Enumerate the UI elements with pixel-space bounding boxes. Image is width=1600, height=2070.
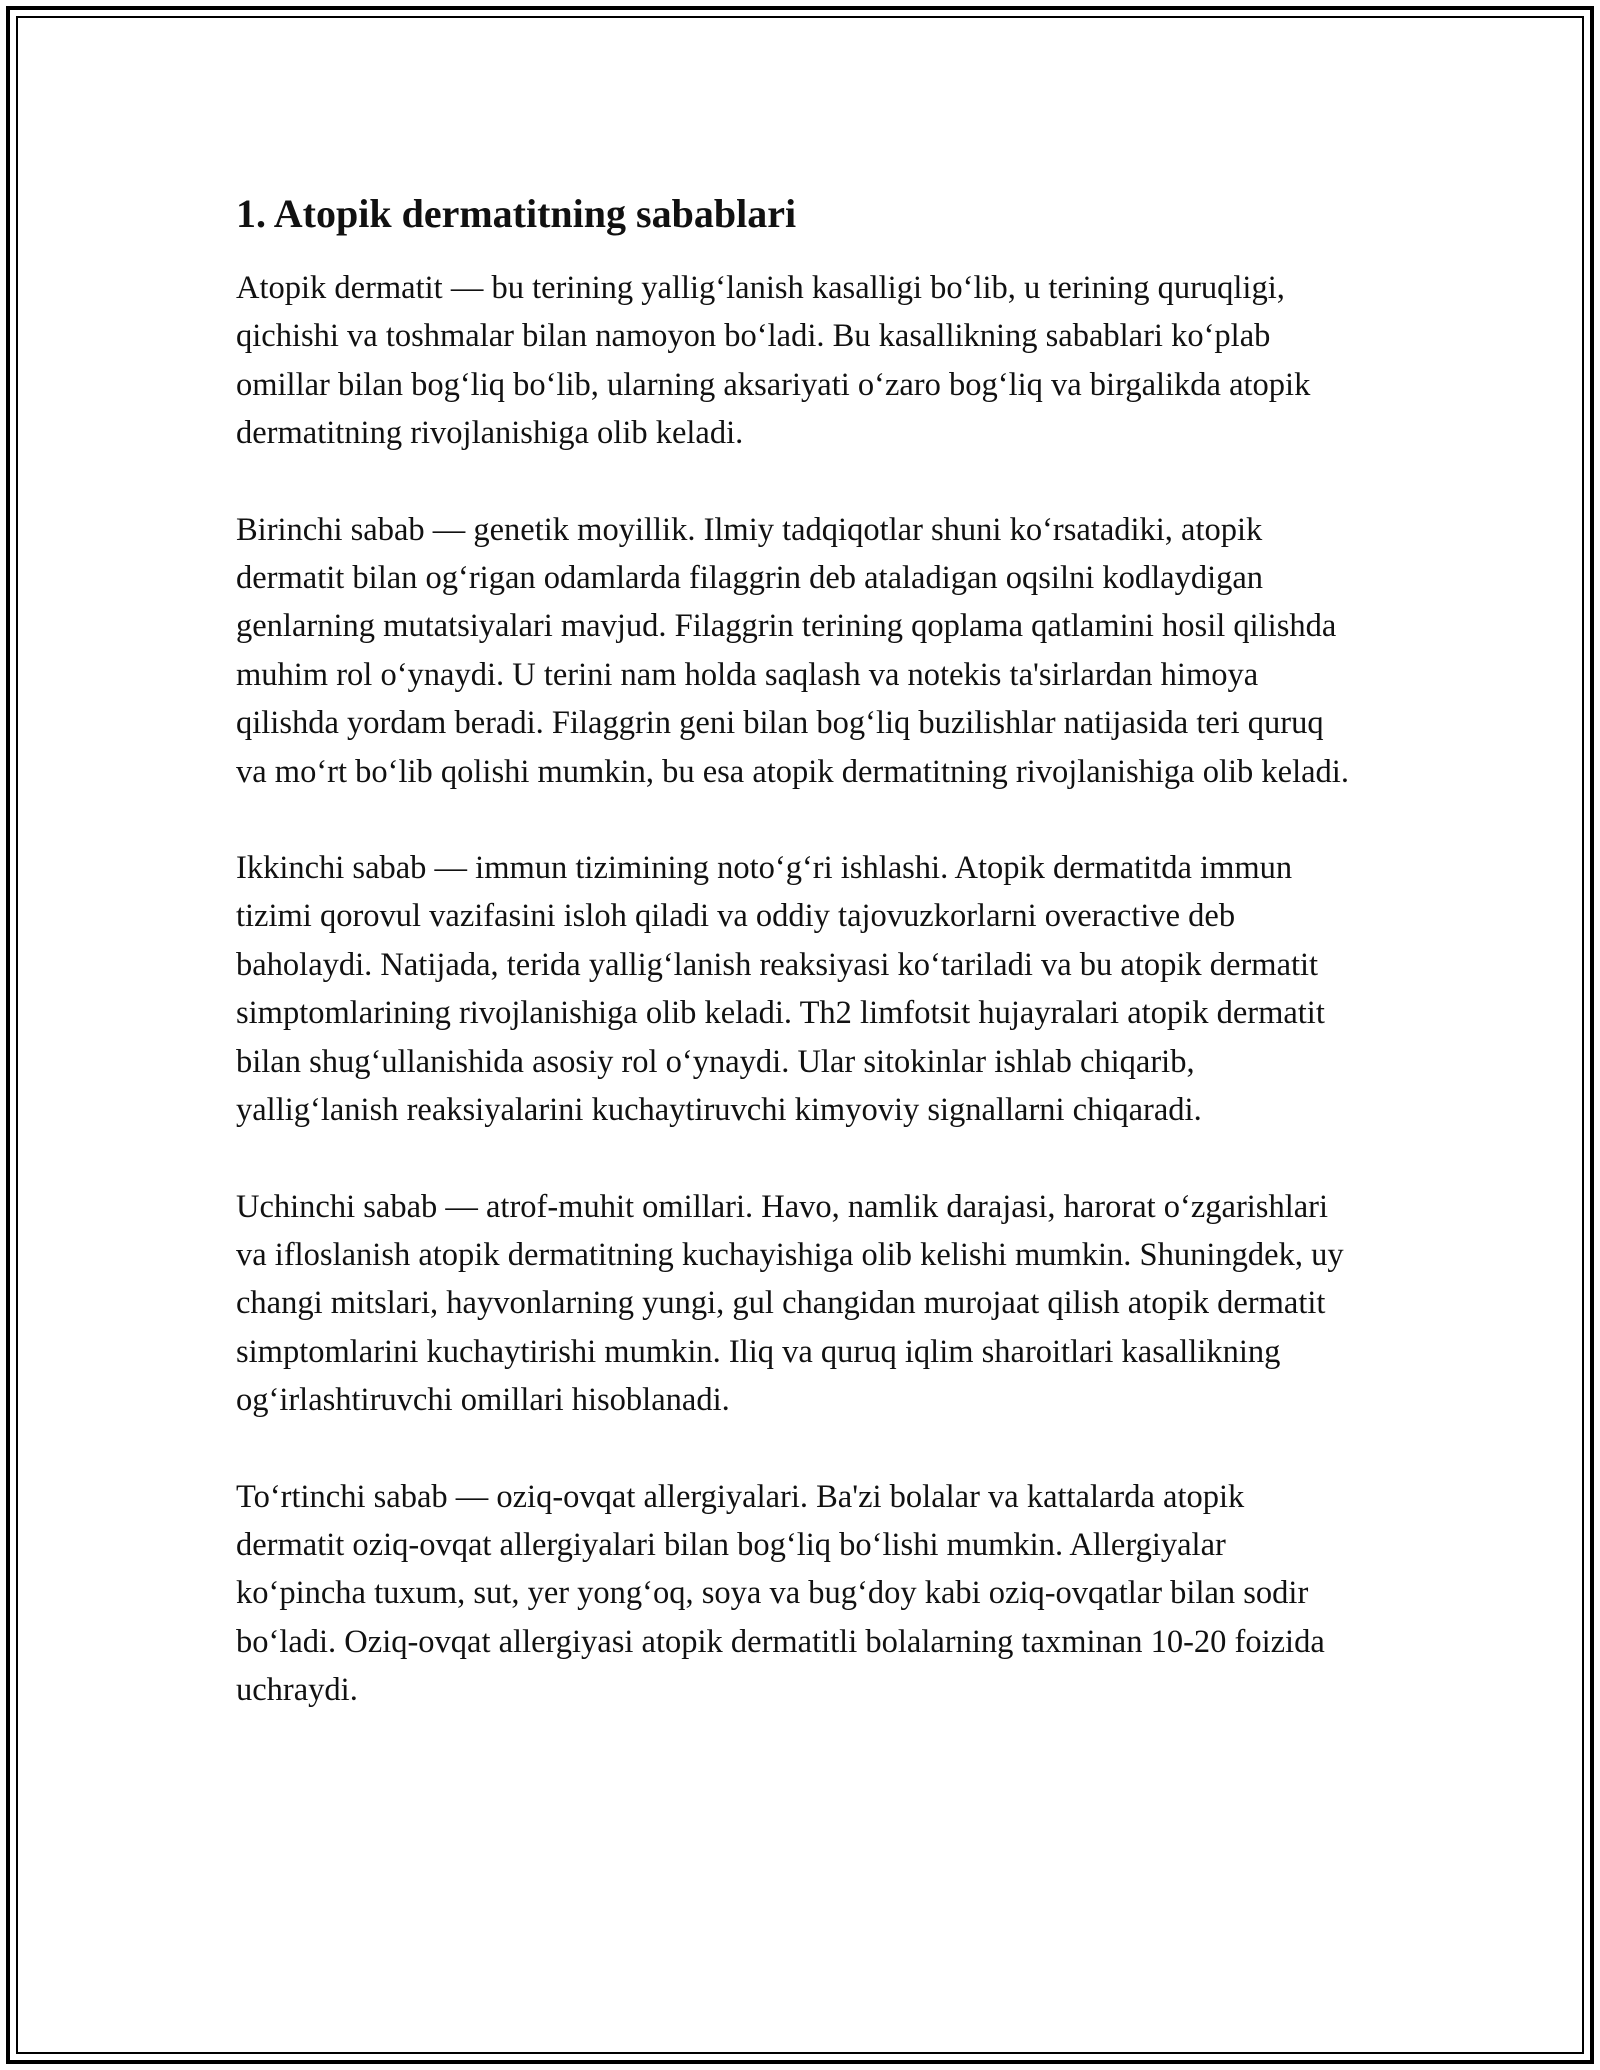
document-page bbox=[236, 186, 1356, 1763]
paragraph-intro: Atopik dermatit — bu terining yallig‘lanish kasalligi bo‘lib, u terining quruqligi, qichishi va toshmalar bilan namoyon bo‘ladi. Bu kasallikning sabablari ko‘plab omillar bilan bog‘liq bo‘lib, ularning aksariyati o‘zaro bog‘liq va birgalikda atopik dermatitning rivojlanishiga olib keladi. bbox=[236, 270, 1311, 452]
paragraph-genetic: Birinchi sabab — genetik moyillik. Ilmiy tadqiqotlar shuni ko‘rsatadiki, atopik dermatit bilan og‘rigan odamlarda filaggrin deb ataladigan oqsilni kodlaydigan genlarning mutatsiyalari mavjud. Filaggrin terining qoplama qatlamini hosil qilishda muhim rol o‘ynaydi. U terini nam holda saqlash va notekis ta'sirlardan himoya qilishda yordam beradi. Filaggrin geni bilan bog‘liq buzilishlar natijasida teri quruq va mo‘rt bo‘lib qolishi mumkin, bu esa atopik dermatitning rivojlanishiga olib keladi. bbox=[236, 511, 1349, 790]
paragraph-environment: Uchinchi sabab — atrof-muhit omillari. Havo, namlik darajasi, harorat o‘zgarishlari va ifloslanish atopik dermatitning kuchayishiga olib kelishi mumkin. Shuningdek, uy changi mitslari, hayvonlarning yungi, gul changidan murojaat qilish atopik dermatit simptomlarini kuchaytirishi mumkin. Iliq va quruq iqlim sharoitlari kasallikning og‘irlashtiruvchi omillari hisoblanadi. bbox=[236, 1188, 1344, 1419]
paragraph-food-allergy: To‘rtinchi sabab — oziq-ovqat allergiyalari. Ba'zi bolalar va kattalarda atopik dermatit oziq-ovqat allergiyalari bilan bog‘liq bo‘lishi mumkin. Allergiyalar ko‘pincha tuxum, sut, yer yong‘oq, soya va bug‘doy kabi oziq-ovqatlar bilan sodir bo‘ladi. Oziq-ovqat allergiyasi atopik dermatitli bolalarning taxminan 10-20 foizida uchraydi. bbox=[236, 1478, 1325, 1709]
section-heading: 1. Atopik dermatitning sabablari bbox=[236, 191, 797, 236]
paragraph-immune: Ikkinchi sabab — immun tizimining noto‘g‘ri ishlashi. Atopik dermatitda immun tizimi qorovul vazifasini isloh qiladi va oddiy tajovuzkorlarni overactive deb baholaydi. Natijada, terida yallig‘lanish reaksiyasi ko‘tariladi va bu atopik dermatit simptomlarining rivojlanishiga olib keladi. Th2 limfotsit hujayralari atopik dermatit bilan shug‘ullanishida asosiy rol o‘ynaydi. Ular sitokinlar ishlab chiqarib, yallig‘lanish reaksiyalarini kuchaytiruvchi kimyoviy signallarni chiqaradi. bbox=[236, 850, 1325, 1129]
